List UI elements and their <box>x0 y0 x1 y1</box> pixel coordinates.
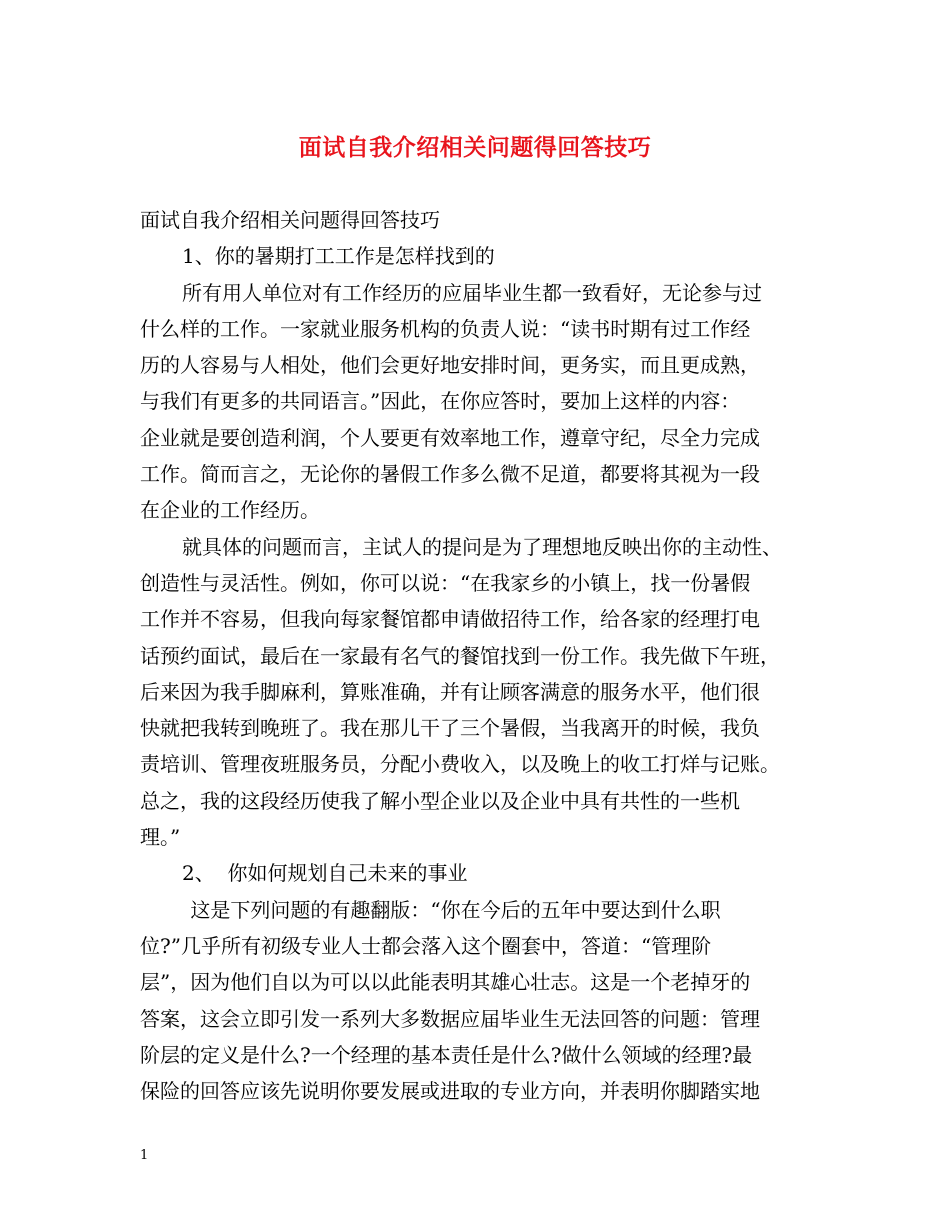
text-line: 保险的回答应该先说明你要发展或进取的专业方向，并表明你脚踏实地 <box>140 1079 760 1104</box>
text-line: 工作。简而言之，无论你的暑假工作多么微不足道，都要将其视为一段 <box>140 462 760 487</box>
text-line: 历的人容易与人相处，他们会更好地安排时间，更务实，而且更成熟， <box>140 353 760 378</box>
text-line: 话预约面试，最后在一家最有名气的餐馆找到一份工作。我先做下午班， <box>140 643 780 668</box>
page-title: 面试自我介绍相关问题得回答技巧 <box>298 134 652 161</box>
text-line: 阶层的定义是什么?一个经理的基本责任是什么?做什么领域的经理?最 <box>140 1042 753 1067</box>
text-line: 面试自我介绍相关问题得回答技巧 <box>140 208 440 232</box>
text-line: 这是下列问题的有趣翻版：“你在今后的五年中要达到什么职 <box>184 897 721 922</box>
text-line: 答案，这会立即引发一系列大多数据应届毕业生无法回答的问题：管理 <box>140 1006 760 1031</box>
text-line: 就具体的问题而言，主试人的提问是为了理想地反映出你的主动性、 <box>182 534 782 559</box>
text-line: 后来因为我手脚麻利，算账准确，并有让顾客满意的服务水平，他们很 <box>140 679 760 704</box>
question-heading: 2、 你如何规划自己未来的事业 <box>182 861 468 886</box>
text-line: 什么样的工作。一家就业服务机构的负责人说：“读书时期有过工作经 <box>140 316 751 341</box>
text-line: 责培训、管理夜班服务员，分配小费收入，以及晚上的收工打烊与记账。 <box>140 752 780 777</box>
text-line: 位?”几乎所有初级专业人士都会落入这个圈套中，答道：“管理阶 <box>140 933 712 958</box>
text-line: 工作并不容易，但我向每家餐馆都申请做招待工作，给各家的经理打电 <box>140 607 760 632</box>
text-line: 所有用人单位对有工作经历的应届毕业生都一致看好，无论参与过 <box>182 280 762 305</box>
question-heading: 1、你的暑期打工工作是怎样找到的 <box>182 244 495 269</box>
text-line: 总之，我的这段经历使我了解小型企业以及企业中具有共性的一些机 <box>140 788 740 813</box>
page-number: 1 <box>140 1148 149 1163</box>
text-line: 企业就是要创造利润，个人要更有效率地工作，遵章守纪，尽全力完成 <box>140 425 760 450</box>
text-line: 创造性与灵活性。例如，你可以说：“在我家乡的小镇上，找一份暑假 <box>140 570 751 595</box>
text-line: 层”，因为他们自以为可以以此能表明其雄心壮志。这是一个老掉牙的 <box>140 970 751 995</box>
text-line: 与我们有更多的共同语言。”因此，在你应答时，要加上这样的内容： <box>140 389 741 414</box>
text-line: 在企业的工作经历。 <box>140 498 320 523</box>
text-line: 快就把我转到晚班了。我在那儿干了三个暑假，当我离开的时候，我负 <box>140 716 760 741</box>
body-text <box>140 202 820 1109</box>
text-line: 理。” <box>140 825 181 850</box>
